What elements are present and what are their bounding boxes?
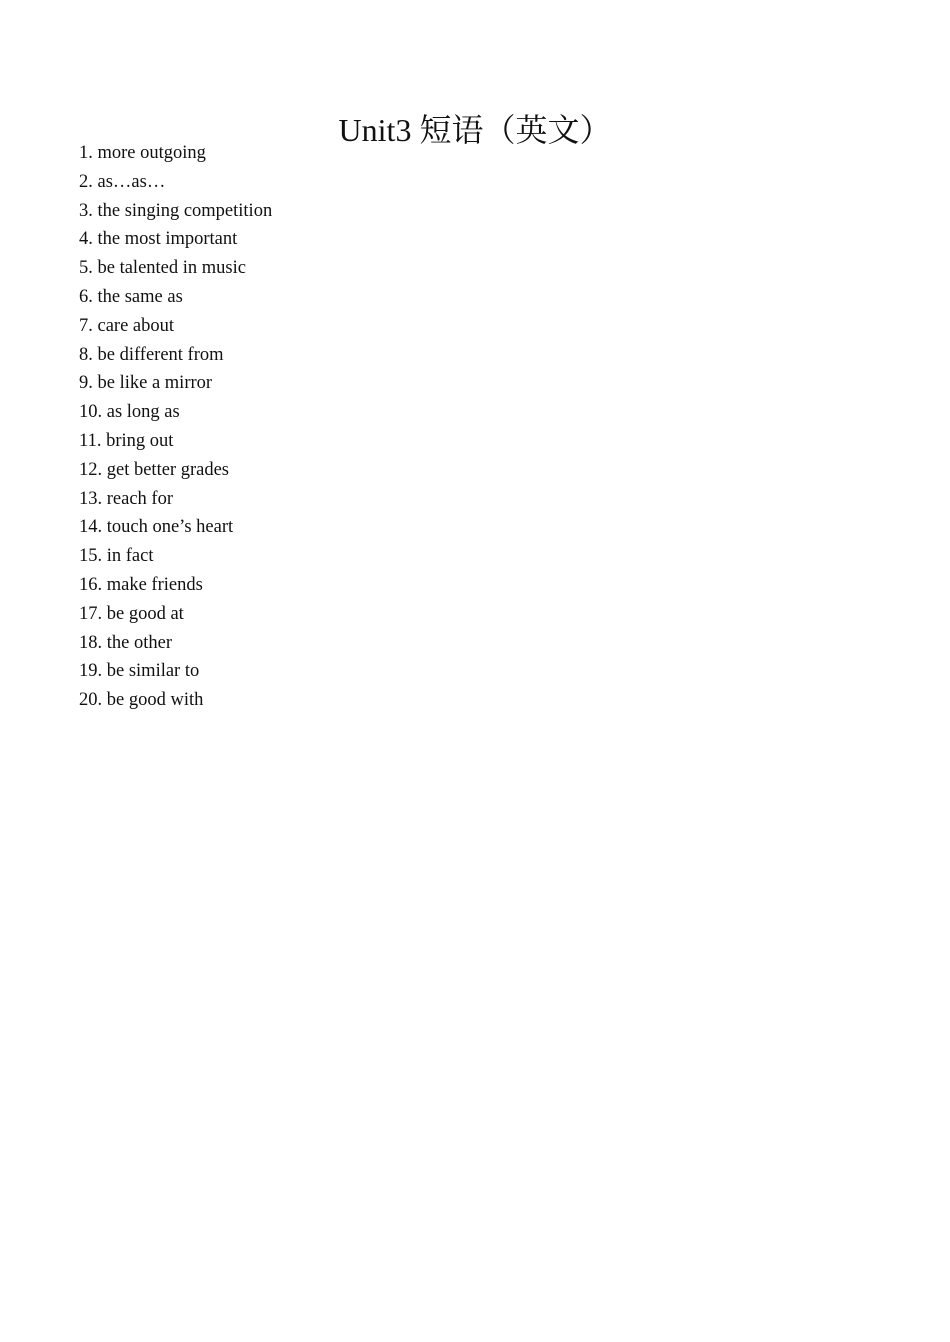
list-item: [79, 168, 272, 197]
item-text: reach for: [106, 488, 173, 509]
item-text: the other: [106, 632, 172, 653]
item-text: be like a mirror: [97, 373, 213, 394]
item-number: 8.: [79, 344, 93, 365]
list-item: [79, 427, 272, 456]
item-text: be similar to: [106, 661, 200, 682]
item-number: 5.: [79, 258, 93, 279]
phrase-list: [79, 139, 272, 715]
list-item: [79, 542, 272, 571]
list-item: [79, 341, 272, 370]
item-number: 1.: [79, 143, 93, 163]
list-item: [79, 369, 272, 398]
item-number: 12.: [79, 459, 103, 480]
list-item: [79, 197, 272, 226]
item-text: as long as: [106, 402, 180, 423]
list-item: [79, 312, 272, 341]
item-text: the most important: [97, 229, 238, 250]
item-number: 6.: [79, 286, 93, 307]
item-text: the singing competition: [97, 200, 273, 221]
item-text: bring out: [106, 430, 174, 451]
item-text: get better grades: [106, 459, 229, 480]
item-number: 3.: [79, 200, 93, 221]
list-item: [79, 629, 272, 658]
item-text: in fact: [106, 546, 154, 567]
item-text: more outgoing: [97, 143, 206, 163]
item-number: 10.: [79, 402, 103, 423]
item-text: be good at: [106, 603, 184, 624]
item-text: touch one’s heart: [106, 517, 234, 538]
page-title: Unit3 短语（英文）: [338, 112, 612, 149]
item-text: be different from: [97, 344, 224, 365]
list-item: [79, 225, 272, 254]
list-item: [79, 513, 272, 542]
item-number: 7.: [79, 315, 93, 336]
item-number: 17.: [79, 603, 103, 624]
item-number: 15.: [79, 546, 103, 567]
list-item: [79, 485, 272, 514]
list-item: [79, 571, 272, 600]
item-text: be talented in music: [97, 258, 246, 279]
item-number: 18.: [79, 632, 103, 653]
list-item: [79, 456, 272, 485]
item-text: care about: [97, 315, 175, 336]
item-number: 4.: [79, 229, 93, 250]
list-item: [79, 657, 272, 686]
item-number: 9.: [79, 373, 93, 394]
item-number: 13.: [79, 488, 103, 509]
item-number: 20.: [79, 690, 103, 711]
item-text: as…as…: [97, 171, 166, 192]
item-number: 2.: [79, 171, 93, 192]
item-text: make friends: [106, 574, 203, 595]
item-number: 19.: [79, 661, 103, 682]
list-item: [79, 398, 272, 427]
item-text: be good with: [106, 690, 204, 711]
item-number: 11.: [79, 430, 102, 451]
list-item: [79, 254, 272, 283]
item-number: 14.: [79, 517, 103, 538]
list-item: [79, 139, 272, 168]
item-number: 16.: [79, 574, 103, 595]
list-item: [79, 283, 272, 312]
item-text: the same as: [97, 286, 183, 307]
list-item: [79, 600, 272, 629]
list-item: [79, 686, 272, 715]
